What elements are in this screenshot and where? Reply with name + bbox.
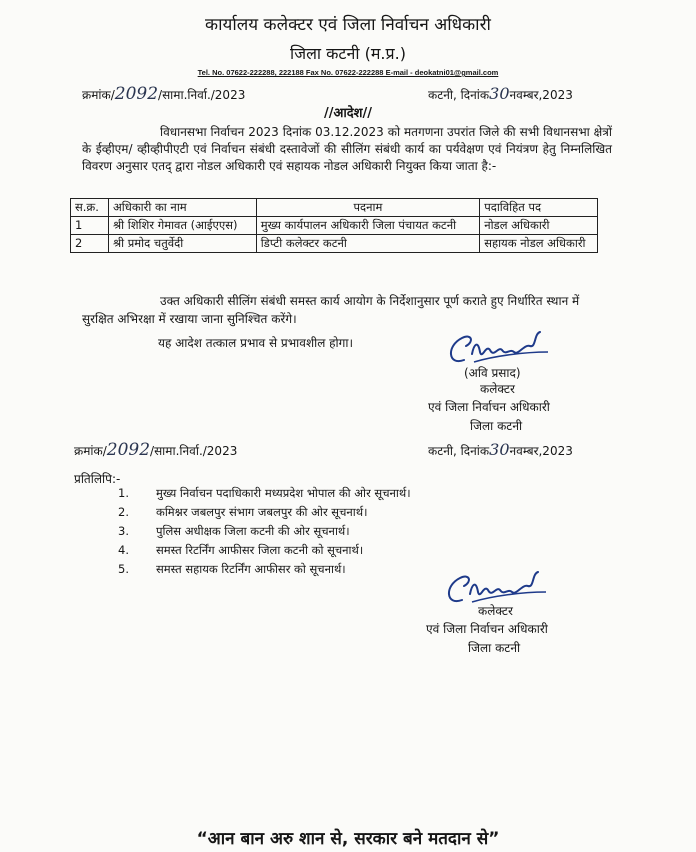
signatory-district: जिला कटनी: [470, 419, 523, 433]
serial-cell: 1: [71, 217, 109, 235]
copy-to-label: प्रतिलिपि:-: [74, 472, 121, 486]
col-serial-header: स.क्र.: [71, 199, 109, 217]
district-title: जिला कटनी (म.प्र.): [290, 44, 406, 63]
signatory-designation: कलेक्टर: [480, 382, 515, 396]
signatory-district: जिला कटनी: [468, 641, 521, 655]
contact-line: Tel. No. 07622-222288, 222188 Fax No. 07622-222288 E-mail - deokatni01@gmail.com: [197, 68, 499, 77]
list-item: 4. समस्त रिटर्निंग आफीसर जिला कटनी को सूचनार्थ।: [118, 543, 364, 557]
handwritten-day: 30: [489, 84, 510, 103]
list-item: 5. समस्त सहायक रिटर्निंग आफीसर को सूचनार्थ।: [118, 562, 346, 576]
office-title: कार्यालय कलेक्टर एवं जिला निर्वाचन अधिकारी: [205, 15, 491, 35]
table-header-row: [71, 199, 598, 217]
role-cell: सहायक नोडल अधिकारी: [480, 235, 598, 253]
signatory-name: (अवि प्रसाद): [464, 366, 521, 380]
handwritten-ref-number: 2092: [106, 440, 151, 460]
copy-list: [118, 486, 411, 581]
serial-cell: 2: [71, 235, 109, 253]
order-date: कटनी, दिनांक30नवम्बर,2023: [428, 84, 573, 103]
copy-date: कटनी, दिनांक30नवम्बर,2023: [428, 440, 573, 459]
handwritten-day: 30: [489, 440, 510, 459]
order-heading: //आदेश//: [323, 106, 373, 121]
order-paragraph: विधानसभा निर्वाचन 2023 दिनांक 03.12.2023 को मतगणना उपरांत जिले की सभी विधानसभा क्षेत्रों के ईव्हीएम/ व्हीव्हीपीएटी एवं निर्वाचन संबंधी दस्तावेजों की सीलिंग संबंधी कार्य का पर्यवेक्षण एवं नियंत्रण हेतु निम्नलिखित विवरण अनुसार एतद् द्वारा नोडल अधिकारी एवं सहायक नोडल अधिकारी नियुक्त किया जाता है:-: [82, 125, 612, 173]
officers-table: [70, 198, 598, 253]
col-name-header: अधिकारी का नाम: [108, 199, 256, 217]
effect-line: यह आदेश तत्काल प्रभाव से प्रभावशील होगा।: [158, 336, 354, 350]
list-item: 1. मुख्य निर्वाचन पदाधिकारी मध्यप्रदेश भोपाल की ओर सूचनार्थ।: [118, 486, 411, 500]
copy-reference-number: क्रमांक/2092/सामा.निर्वा./2023: [74, 440, 238, 460]
handwritten-ref-number: 2092: [114, 84, 159, 104]
signatory-designation-line2: एवं जिला निर्वाचन अधिकारी: [428, 400, 550, 414]
role-cell: नोडल अधिकारी: [480, 217, 598, 235]
officer-name-cell: श्री प्रमोद चतुर्वेदी: [108, 235, 256, 253]
list-item: 3. पुलिस अधीक्षक जिला कटनी की ओर सूचनार्थ।: [118, 524, 350, 538]
reference-number: क्रमांक/2092/सामा.निर्वा./2023: [82, 84, 246, 104]
signatory-designation-line2: एवं जिला निर्वाचन अधिकारी: [426, 622, 548, 636]
table-row: [71, 217, 598, 235]
signatory-designation: कलेक्टर: [478, 604, 513, 618]
table-row: [71, 235, 598, 253]
instruction-paragraph: उक्त अधिकारी सीलिंग संबंधी समस्त कार्य आयोग के निर्देशानुसार पूर्ण कराते हुए निर्धारित स्थान में सुरक्षित अभिरक्षा में रखाया जाना सुनिश्चित करेंगे।: [82, 294, 580, 326]
election-slogan: “आन बान अरु शान से, सरकार बने मतदान से”: [196, 829, 500, 849]
col-role-header: पदाविहित पद: [480, 199, 598, 217]
col-designation-header: पदनाम: [256, 199, 479, 217]
list-item: 2. कमिश्नर जबलपुर संभाग जबलपुर की ओर सूचनार्थ।: [118, 505, 368, 519]
designation-cell: मुख्य कार्यपालन अधिकारी जिला पंचायत कटनी: [256, 217, 479, 235]
officer-name-cell: श्री शिशिर गेमावत (आईएएस): [108, 217, 256, 235]
designation-cell: डिप्टी कलेक्टर कटनी: [256, 235, 479, 253]
